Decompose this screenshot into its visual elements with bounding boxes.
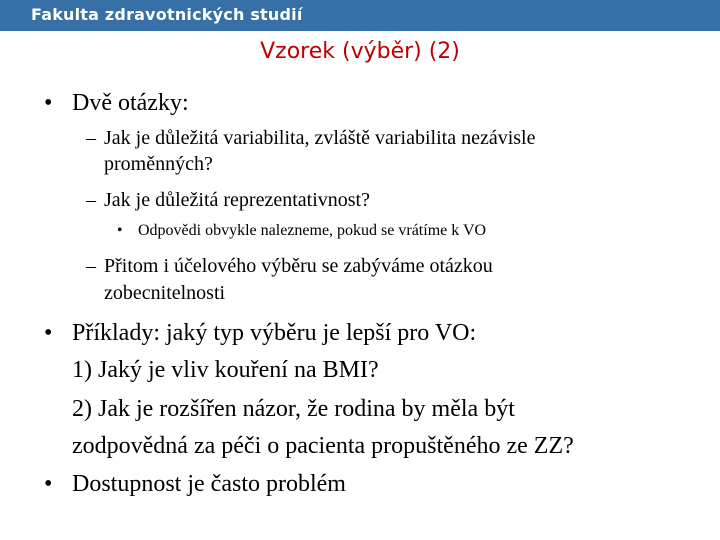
- bullet-examples-line2: 1) Jaký je vliv kouření na BMI?: [72, 357, 379, 383]
- sub-bullet-variability-line1: Jak je důležitá variabilita, zvláště variabilita nezávisle: [104, 127, 536, 149]
- bullet-examples-line4: zodpovědná za péči o pacienta propuštěného ze ZZ?: [72, 433, 574, 459]
- institution-name: Fakulta zdravotnických studií: [31, 5, 303, 24]
- slide-title: Vzorek (výběr) (2): [260, 39, 460, 64]
- bullet-dot: •: [44, 471, 53, 497]
- bullet-availability: Dostupnost je často problém: [72, 471, 346, 497]
- bullet-examples-line3: 2) Jak je rozšířen názor, že rodina by měla být: [72, 396, 515, 422]
- bullet-dot: •: [44, 90, 53, 116]
- dash-marker: –: [86, 189, 96, 211]
- bullet-dot-small: •: [117, 222, 123, 239]
- subsub-bullet-answers: Odpovědi obvykle nalezneme, pokud se vrátíme k VO: [138, 222, 487, 239]
- sub-bullet-purposive-line2: zobecnitelnosti: [104, 282, 226, 304]
- sub-bullet-purposive-line1: Přitom i účelového výběru se zabýváme otázkou: [104, 255, 493, 277]
- header-bar: [0, 0, 720, 31]
- sub-bullet-representativeness: Jak je důležitá reprezentativnost?: [104, 189, 370, 211]
- dash-marker: –: [86, 127, 96, 149]
- sub-bullet-variability-line2: proměnných?: [104, 153, 213, 175]
- dash-marker: –: [86, 255, 96, 277]
- bullet-examples-line1: Příklady: jaký typ výběru je lepší pro VO:: [72, 320, 477, 346]
- bullet-text-questions: Dvě otázky:: [72, 90, 189, 116]
- bullet-dot: •: [44, 320, 53, 346]
